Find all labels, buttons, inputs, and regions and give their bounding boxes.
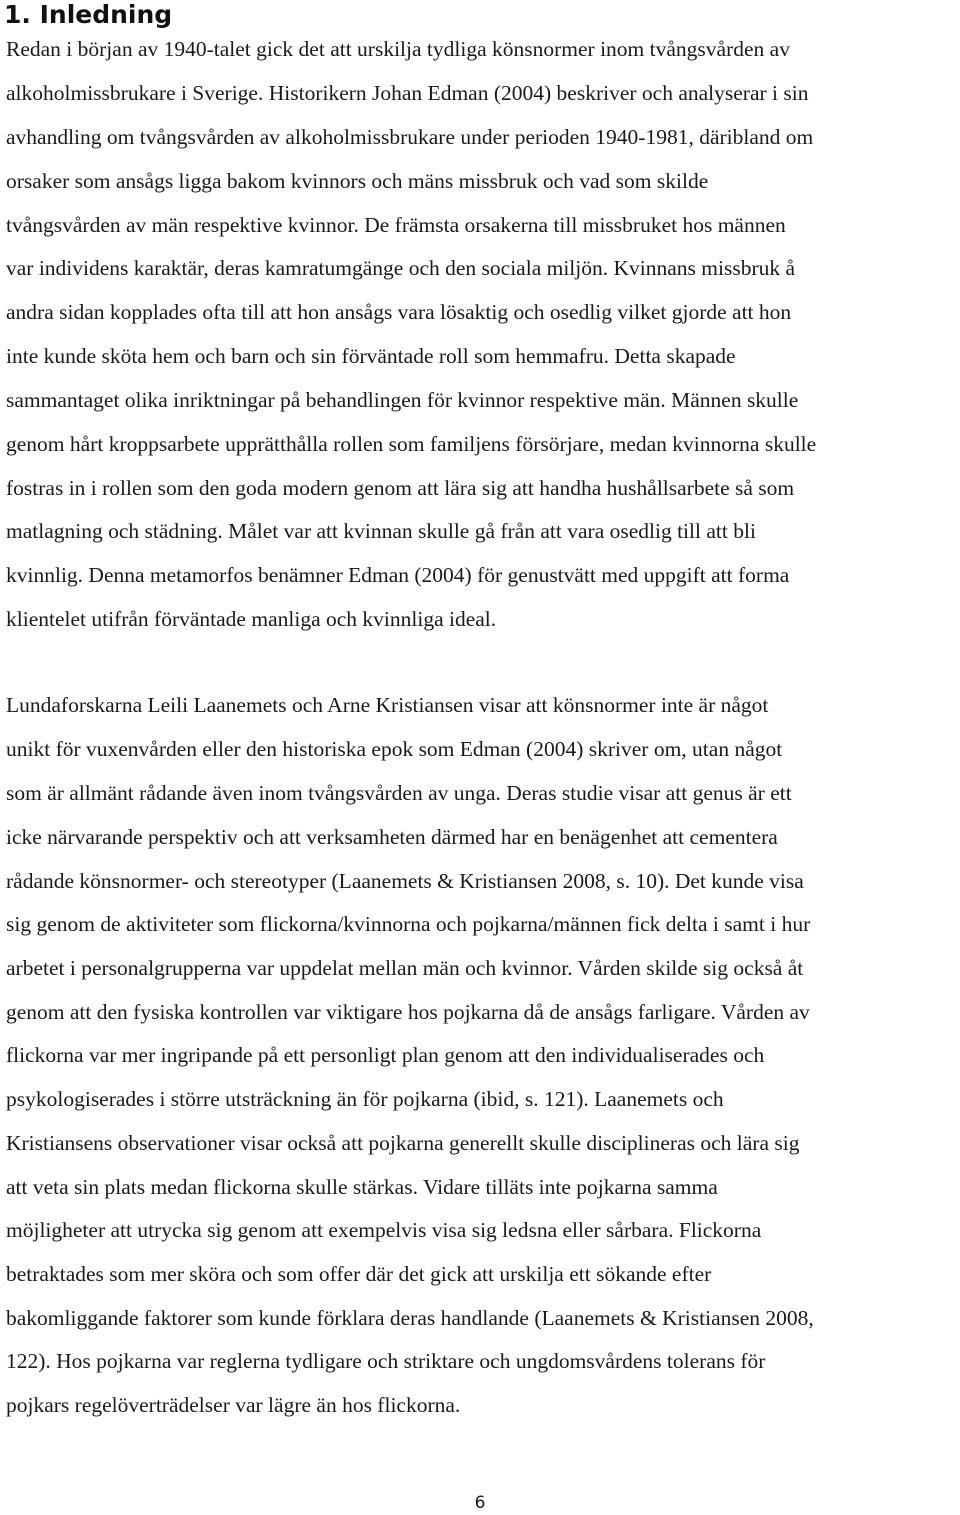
- text-line: var individens karaktär, deras kamratumgänge och den sociala miljön. Kvinnans missbruk å: [6, 256, 796, 280]
- text-line: flickorna var mer ingripande på ett personligt plan genom att den individualiserades och: [6, 1043, 765, 1067]
- text-line: genom att den fysiska kontrollen var viktigare hos pojkarna då de ansågs farligare. Vården av: [6, 1000, 810, 1024]
- text-line: sig genom de aktiviteter som flickorna/kvinnorna och pojkarna/männen fick delta i samt i hur: [6, 912, 811, 936]
- text-line: unikt för vuxenvården eller den historiska epok som Edman (2004) skriver om, utan något: [6, 737, 783, 761]
- text-line: pojkars regelöverträdelser var lägre än hos flickorna.: [6, 1393, 461, 1417]
- section-heading: 1. Inledning: [4, 0, 173, 29]
- page-number: 6: [474, 1493, 486, 1513]
- text-line: fostras in i rollen som den goda modern genom att lära sig att handha hushållsarbete så som: [6, 476, 795, 500]
- text-line: Lundaforskarna Leili Laanemets och Arne Kristiansen visar att könsnormer inte är något: [6, 693, 769, 717]
- text-line: sammantaget olika inriktningar på behandlingen för kvinnor respektive män. Männen skulle: [6, 388, 799, 412]
- text-line: klientelet utifrån förväntade manliga och kvinnliga ideal.: [6, 607, 497, 631]
- text-line: orsaker som ansågs ligga bakom kvinnors och mäns missbruk och vad som skilde: [6, 169, 709, 193]
- text-line: inte kunde sköta hem och barn och sin förväntade roll som hemmafru. Detta skapade: [6, 344, 736, 368]
- text-line: betraktades som mer sköra och som offer där det gick att urskilja ett sökande efter: [6, 1262, 712, 1286]
- text-line: avhandling om tvångsvården av alkoholmissbrukare under perioden 1940-1981, däribland om: [6, 125, 814, 149]
- text-line: andra sidan kopplades ofta till att hon ansågs vara lösaktig och osedlig vilket gjorde att hon: [6, 300, 792, 324]
- text-line: tvångsvården av män respektive kvinnor. De främsta orsakerna till missbruket hos männen: [6, 213, 786, 237]
- text-line: arbetet i personalgrupperna var uppdelat mellan män och kvinnor. Vården skilde sig också åt: [6, 956, 804, 980]
- text-line: psykologiserades i större utsträckning än för pojkarna (ibid, s. 121). Laanemets och: [6, 1087, 724, 1111]
- text-line: genom hårt kroppsarbete upprätthålla rollen som familjens försörjare, medan kvinnorna skulle: [6, 432, 817, 456]
- text-line: 122). Hos pojkarna var reglerna tydligare och striktare och ungdomsvårdens tolerans för: [6, 1349, 766, 1373]
- text-line: alkoholmissbrukare i Sverige. Historikern Johan Edman (2004) beskriver och analyserar i sin: [6, 81, 809, 105]
- text-line: Kristiansens observationer visar också att pojkarna generellt skulle disciplineras och lära sig: [6, 1131, 800, 1155]
- text-line: icke närvarande perspektiv och att verksamheten därmed har en benägenhet att cementera: [6, 825, 778, 849]
- text-line: bakomliggande faktorer som kunde förklara deras handlande (Laanemets & Kristiansen 2008,: [6, 1306, 814, 1330]
- text-line: rådande könsnormer- och stereotyper (Laanemets & Kristiansen 2008, s. 10). Det kunde visa: [6, 869, 804, 893]
- text-line: möjligheter att utrycka sig genom att exempelvis visa sig ledsna eller sårbara. Flickorna: [6, 1218, 762, 1242]
- text-line: som är allmänt rådande även inom tvångsvården av unga. Deras studie visar att genus är ett: [6, 781, 792, 805]
- text-line: kvinnlig. Denna metamorfos benämner Edman (2004) för genustvätt med uppgift att forma: [6, 563, 790, 587]
- text-line: matlagning och städning. Målet var att kvinnan skulle gå från att vara osedlig till att bli: [6, 519, 756, 543]
- text-line: att veta sin plats medan flickorna skulle stärkas. Vidare tilläts inte pojkarna samma: [6, 1175, 718, 1199]
- text-line: Redan i början av 1940-talet gick det att urskilja tydliga könsnormer inom tvångsvården av: [6, 37, 790, 61]
